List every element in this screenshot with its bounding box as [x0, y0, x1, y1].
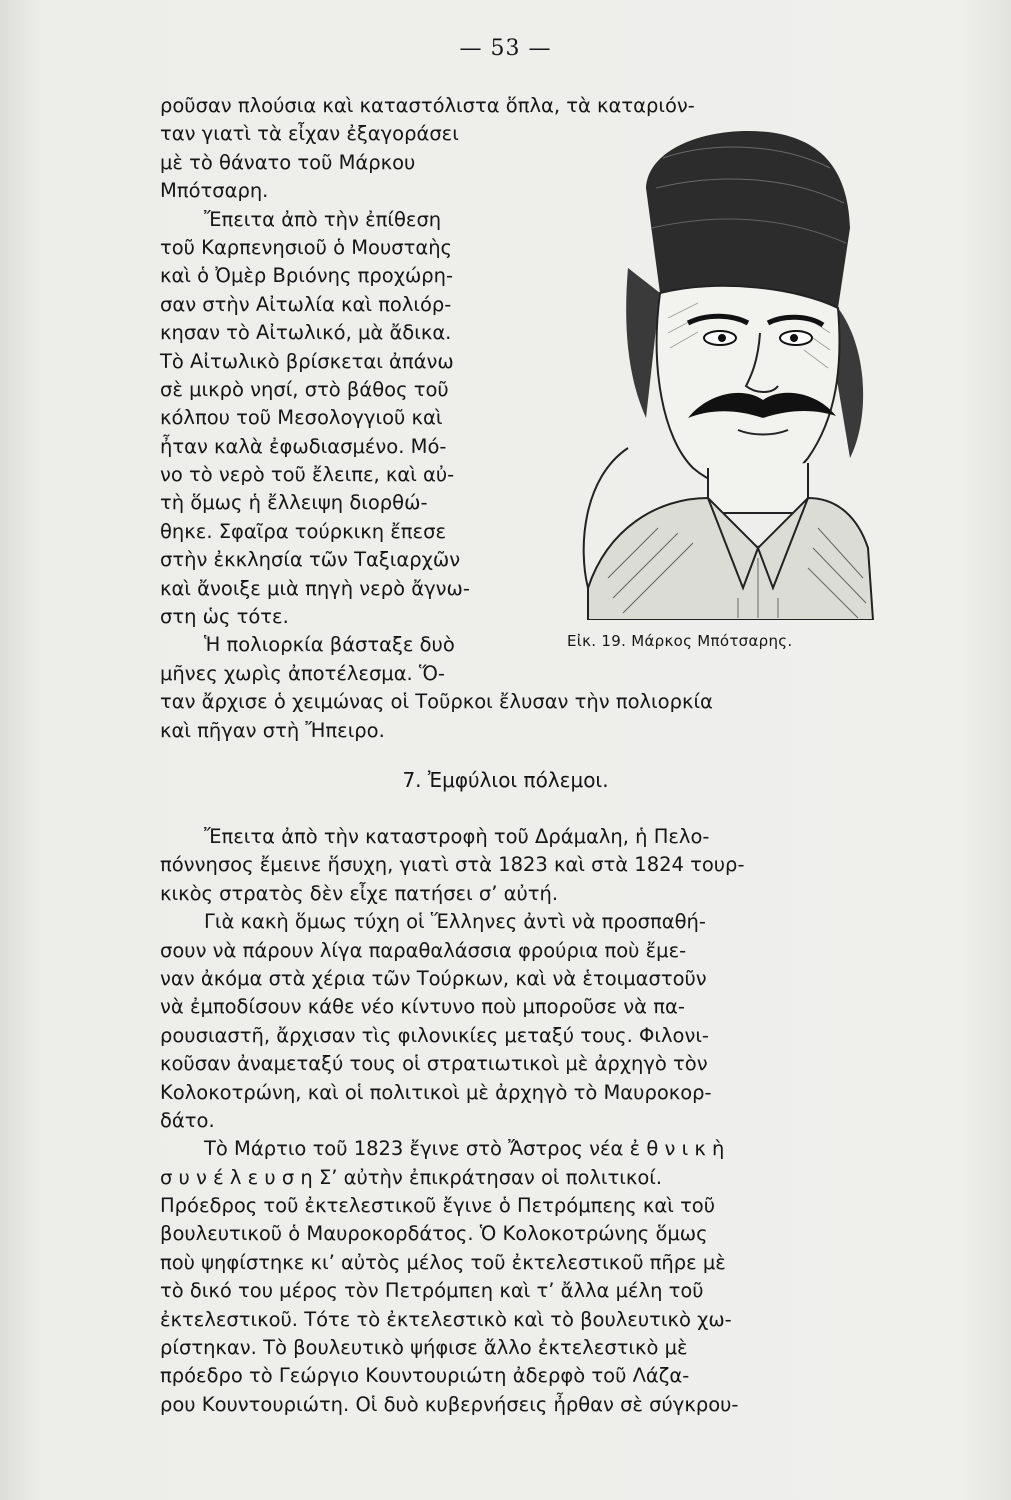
hair	[626, 268, 660, 418]
text-line: ναν ἀκόμα στὰ χέρια τῶν Τούρκων, καὶ νὰ ἑτοιμαστοῦν	[160, 966, 707, 990]
section-heading: 7. Ἐμφύλιοι πόλεμοι.	[402, 768, 609, 792]
body-text-block	[160, 823, 880, 1419]
text-line: Τὸ Αἰτωλικὸ βρίσκεται ἀπάνω	[160, 349, 454, 373]
text-line: στὴν ἐκκλησία τῶν Ταξιαρχῶν	[160, 548, 461, 572]
text-line: σαν στὴν Αἰτωλία καὶ πολιόρ-	[160, 292, 452, 316]
text-line: Ἡ πολιορκία βάσταξε δυὸ	[204, 633, 455, 657]
text-line: θηκε. Σφαῖρα τούρκικη ἔπεσε	[160, 519, 446, 543]
text-line: κικὸς στρατὸς δὲν εἶχε πατήσει σ’ αὐτή.	[160, 881, 559, 905]
portrait-engraving	[568, 118, 880, 620]
text-line: Ἔπειτα ἀπὸ τὴν ἐπίθεση	[204, 207, 442, 231]
text-line: Κολοκοτρώνη, καὶ οἱ πολιτικοὶ μὲ ἀρχηγὸ τὸ Μαυροκορ-	[160, 1080, 712, 1104]
text-line: ρίστηκαν. Τὸ βουλευτικὸ ψήφισε ἄλλο ἐκτελεστικὸ μὲ	[160, 1336, 688, 1360]
text-line: κοῦσαν ἀναμεταξύ τους οἱ στρατιωτικοὶ μὲ ἀρχηγὸ τὸν	[160, 1052, 708, 1076]
text-line: κόλπου τοῦ Μεσολογγιοῦ καὶ	[160, 406, 443, 430]
text-line: καὶ ἄνοιξε μιὰ πηγὴ νερὸ ἄγνω-	[160, 576, 470, 600]
text-line: Πρόεδρος τοῦ ἐκτελεστικοῦ ἔγινε ὁ Πετρόμπεης καὶ τοῦ	[160, 1194, 716, 1218]
text-line: δάτο.	[160, 1108, 215, 1132]
text-line: ροῦσαν πλούσια καὶ καταστόλιστα ὅπλα, τὰ καταριόν-	[160, 94, 695, 117]
text-line: κησαν τὸ Αἰτωλικό, μὰ ἄδικα.	[160, 321, 452, 345]
text-line: πρόεδρο τὸ Γεώργιο Κουντουριώτη ἀδερφὸ τοῦ Λάζα-	[160, 1364, 690, 1388]
text-line: Μπότσαρη.	[160, 179, 269, 203]
text-line: Ἔπειτα ἀπὸ τὴν καταστροφὴ τοῦ Δράμαλη, ἡ Πελο-	[204, 825, 710, 848]
text-line: ἦταν καλὰ ἐφωδιασμένο. Μό-	[160, 434, 447, 458]
text-line: καὶ ὁ Ὀμὲρ Βριόνης προχώρη-	[160, 264, 454, 288]
text-line: ποὺ ψηφίστηκε κι’ αὐτὸς μέλος τοῦ ἐκτελεστικοῦ πῆρε μὲ	[160, 1250, 726, 1274]
text-line: καὶ πῆγαν στὴ Ἤπειρο.	[160, 718, 385, 742]
text-line: μὲ τὸ θάνατο τοῦ Μάρκου	[160, 150, 416, 174]
text-line: τοῦ Καρπενησιοῦ ὁ Μουσταὴς	[160, 235, 452, 259]
text-line: τὴ ὅμως ἡ ἔλλειψη διορθώ-	[160, 491, 428, 515]
text-line: στη ὡς τότε.	[160, 605, 289, 629]
text-line: ἐκτελεστικοῦ. Τότε τὸ ἐκτελεστικὸ καὶ τὸ βουλευτικὸ χω-	[160, 1307, 732, 1331]
text-line: σ υ ν έ λ ε υ σ η Σ’ αὐτὴν ἐπικράτησαν οἱ πολιτικοί.	[160, 1165, 663, 1189]
text-line: ρουσιαστῆ, ἄρχισαν τὶς φιλονικίες μεταξύ τους. Φιλονι-	[160, 1023, 709, 1047]
text-line: ταν γιατὶ τὰ εἶχαν ἐξαγοράσει	[160, 122, 459, 146]
page-number: — 53 —	[459, 36, 552, 61]
text-line: ρου Κουντουριώτη. Οἱ δυὸ κυβερνήσεις ἦρθαν σὲ σύγκρου-	[160, 1392, 739, 1416]
text-line: νὰ ἐμποδίσουν κάθε νέο κίντυνο ποὺ μποροῦσε νὰ πα-	[160, 995, 685, 1019]
text-line: πόννησος ἔμεινε ἥσυχη, γιατὶ στὰ 1823 καὶ στὰ 1824 τουρ-	[160, 853, 745, 877]
narrow-text-column	[160, 120, 570, 688]
text-line: βουλευτικοῦ ὁ Μαυροκορδάτος. Ὁ Κολοκοτρώνης ὅμως	[160, 1222, 708, 1246]
text-line: τὸ δικό του μέρος τὸν Πετρόμπεη καὶ τ’ ἄλλα μέλη τοῦ	[160, 1279, 704, 1303]
clothing	[588, 498, 873, 620]
text-line: νο τὸ νερὸ τοῦ ἔλειπε, καὶ αὐ-	[160, 463, 455, 487]
figure-caption: Εἰκ. 19. Μάρκος Μπότσαρης.	[567, 632, 793, 650]
text-line: ταν ἄρχισε ὁ χειμώνας οἱ Τοῦρκοι ἔλυσαν τὴν πολιορκία	[160, 690, 713, 714]
text-line: Γιὰ κακὴ ὅμως τύχη οἱ Ἕλληνες ἀντὶ νὰ προσπαθή-	[204, 910, 706, 934]
text-line: σὲ μικρὸ νησί, στὸ βάθος τοῦ	[160, 377, 449, 401]
text-line: σουν νὰ πάρουν λίγα παραθαλάσσια φρούρια ποὺ ἔμε-	[160, 938, 687, 962]
text-line: μῆνες χωρὶς ἀποτέλεσμα. Ὅ-	[160, 661, 445, 685]
text-line: Τὸ Μάρτιο τοῦ 1823 ἔγινε στὸ Ἄστρος νέα ἐ θ ν ι κ ὴ	[204, 1137, 725, 1161]
